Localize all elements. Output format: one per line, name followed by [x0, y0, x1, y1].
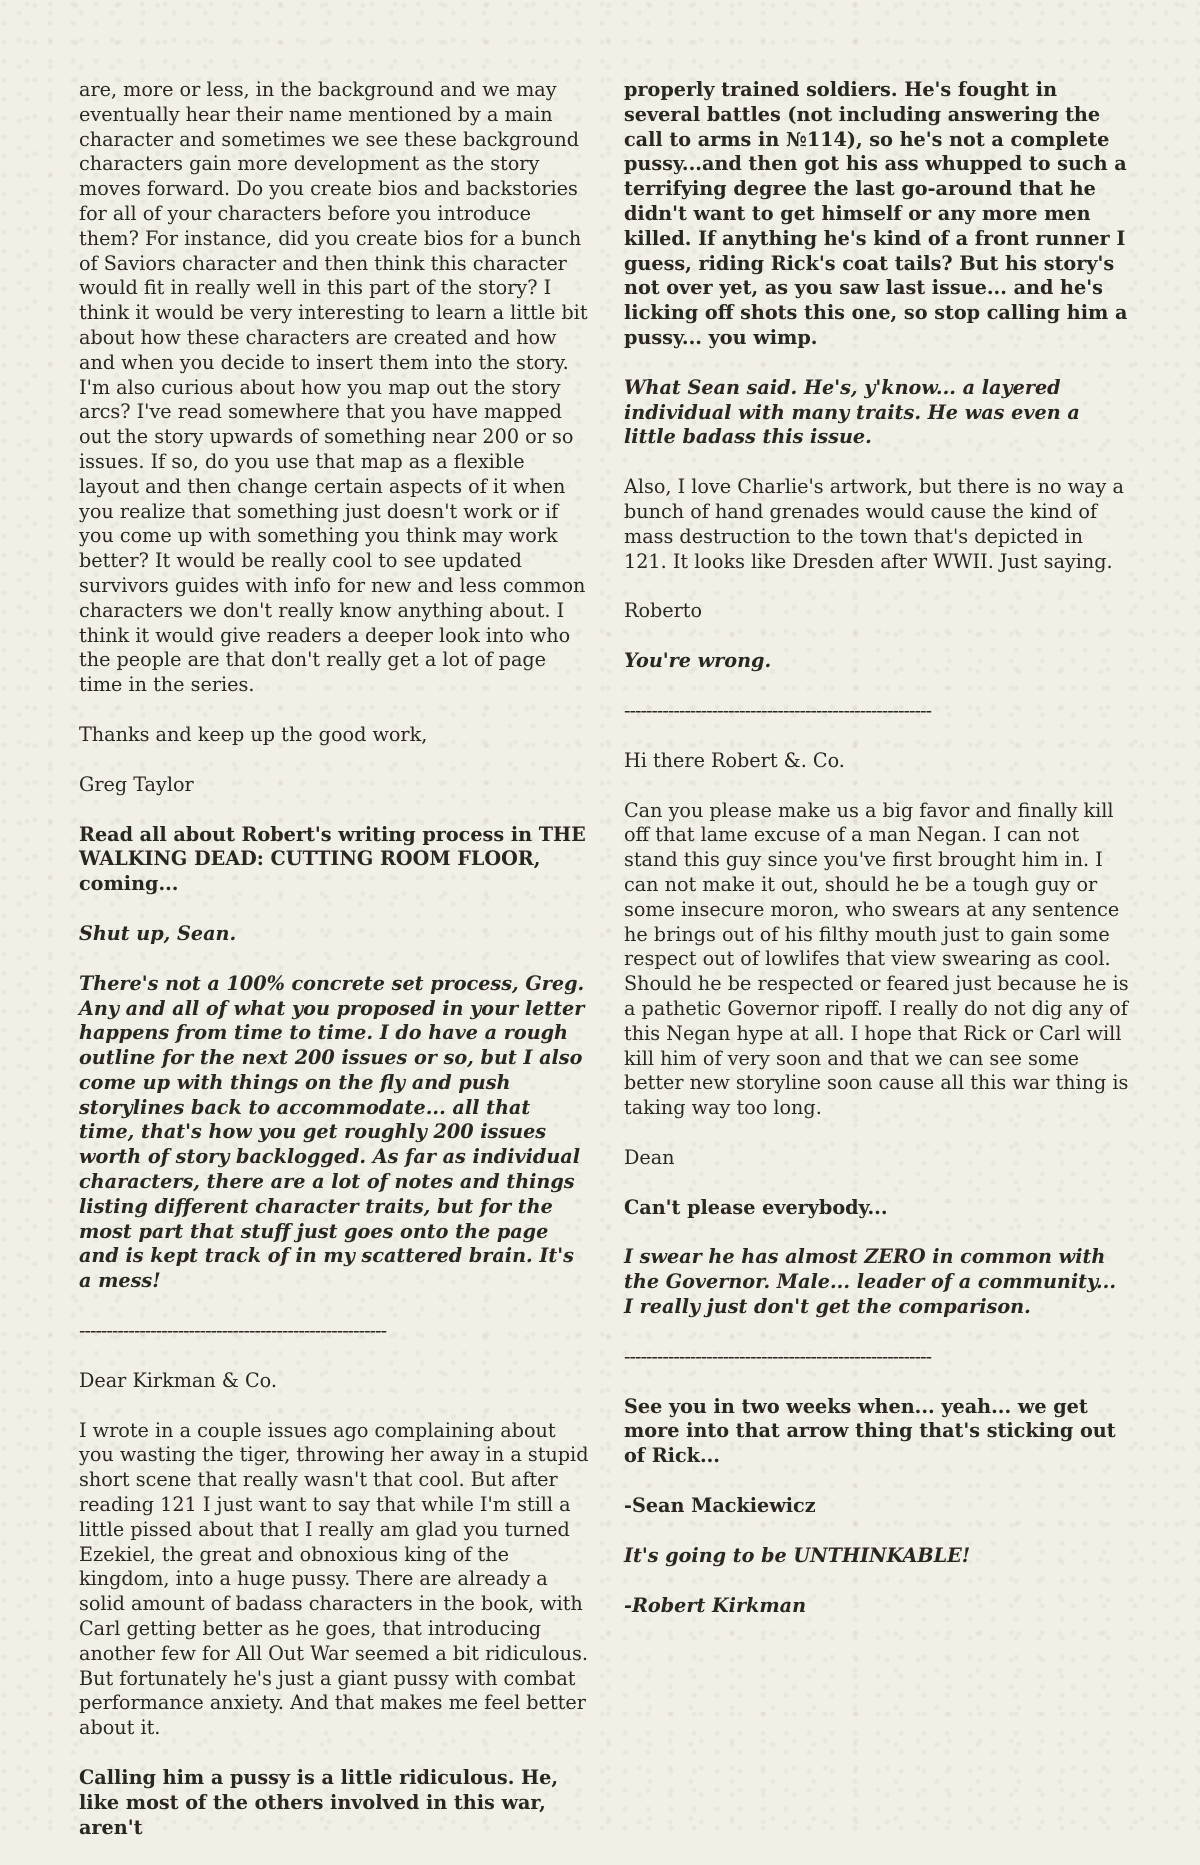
letter-salutation: Dear Kirkman & Co.: [79, 1368, 277, 1392]
editor-reply: You're wrong.: [624, 649, 772, 673]
section-divider: --------------------------------------------------------: [624, 1344, 932, 1368]
letter-body: Also, I love Charlie's artwork, but there is no way a bunch of hand grenades would cause the kind of mass destruction to the town that's depicted in 121. It looks like Dresden after WWII. Just saying.: [624, 475, 1124, 573]
right-column: [624, 78, 1129, 1643]
closing-signature: -Robert Kirkman: [624, 1593, 807, 1617]
letter-body: Can you please make us a big favor and finally kill off that lame excuse of a man Negan. I can not stand this guy since you've first brought him in. I can not make it out, should he be a tough guy or some insecure moron, who swears at any sentence he brings out of his filthy mouth just to gain some respect out of lowlifes that view swearing as cool. Should he be respected or feared just because he is a pathetic Governor ripoff. I really do not dig any of this Negan hype at all. I hope that Rick or Carl will kill him of very soon and that we can see some better new storyline soon cause all this war thing is taking way too long.: [624, 798, 1129, 1120]
letter-author: Dean: [624, 1145, 675, 1169]
editor-reply: Read all about Robert's writing process in THE WALKING DEAD: CUTTING ROOM FLOOR, coming...: [79, 822, 586, 896]
left-column: [79, 78, 589, 1865]
letter-signoff: Thanks and keep up the good work,: [79, 722, 428, 746]
closing-note: It's going to be UNTHINKABLE!: [624, 1543, 971, 1567]
section-divider: --------------------------------------------------------: [79, 1319, 387, 1343]
closing-note: See you in two weeks when... yeah... we get more into that arrow thing that's sticking out of Rick...: [624, 1394, 1116, 1468]
letter-salutation: Hi there Robert &. Co.: [624, 748, 845, 772]
editor-reply: Calling him a pussy is a little ridiculous. He, like most of the others involved in this war, aren't: [79, 1766, 559, 1839]
editor-reply: What Sean said. He's, y'know... a layered individual with many traits. He was even a little badass this issue.: [624, 375, 1080, 449]
editor-reply: I swear he has almost ZERO in common with the Governor. Male... leader of a community... I really just don't get the comparison.: [624, 1245, 1117, 1319]
letter-body: I wrote in a couple issues ago complaining about you wasting the tiger, throwing her away in a stupid short scene that really wasn't that cool. But after reading 121 I just want to say that while I'm still a little pissed about that I really am glad you turned Ezekiel, the great and obnoxious king of the kingdom, into a huge pussy. There are already a solid amount of badass characters in the book, with Carl getting better as he goes, that introducing another few for All Out War seemed a bit ridiculous. But fortunately he's just a giant pussy with combat performance anxiety. And that makes me feel better about it.: [79, 1418, 589, 1740]
editor-reply: Shut up, Sean.: [79, 921, 237, 945]
editor-reply: There's not a 100% concrete set process, Greg. Any and all of what you proposed in your letter happens from time to time. I do have a rough outline for the next 200 issues or so, but I also come up with things on the fly and push storylines back to accommodate... all that time, that's how you get roughly 200 issues worth of story backlogged. As far as individual characters, there are a lot of notes and things listing different character traits, but for the most part that stuff just goes onto the page and is kept track of in my scattered brain. It's a mess!: [79, 971, 585, 1293]
letter-author: Roberto: [624, 599, 703, 623]
letter-body: are, more or less, in the background and we may eventually hear their name mentioned by a main character and sometimes we see these background characters gain more development as the story moves forward. Do you create bios and backstories for all of your characters before you introduce them? For instance, did you create bios for a bunch of Saviors character and then think this character would fit in really well in this part of the story? I think it would be very interesting to learn a little bit about how these characters are created and how and when you decide to insert them into the story. I'm also curious about how you map out the story arcs? I've read somewhere that you have mapped out the story upwards of something near 200 or so issues. If so, do you use that map as a flexible layout and then change certain aspects of it when you realize that something just doesn't work or if you come up with something you think may work better? It would be really cool to see updated survivors guides with info for new and less common characters we don't really know anything about. I think it would give readers a deeper look into who the people are that don't really get a lot of page time in the series.: [79, 78, 588, 697]
closing-signature: -Sean Mackiewicz: [624, 1494, 816, 1518]
editor-reply: properly trained soldiers. He's fought in several battles (not including answering the call to arms in №114), so he's not a complete pussy...and then got his ass whupped to such a terrifying degree the last go-around that he didn't want to get himself or any more men killed. If anything he's kind of a front runner I guess, riding Rick's coat tails? But his story's not over yet, as you saw last issue... and he's licking off shots this one, so stop calling him a pussy... you wimp.: [624, 78, 1128, 349]
letter-author: Greg Taylor: [79, 772, 194, 796]
editor-reply: Can't please everybody...: [624, 1195, 888, 1219]
section-divider: --------------------------------------------------------: [624, 698, 932, 722]
